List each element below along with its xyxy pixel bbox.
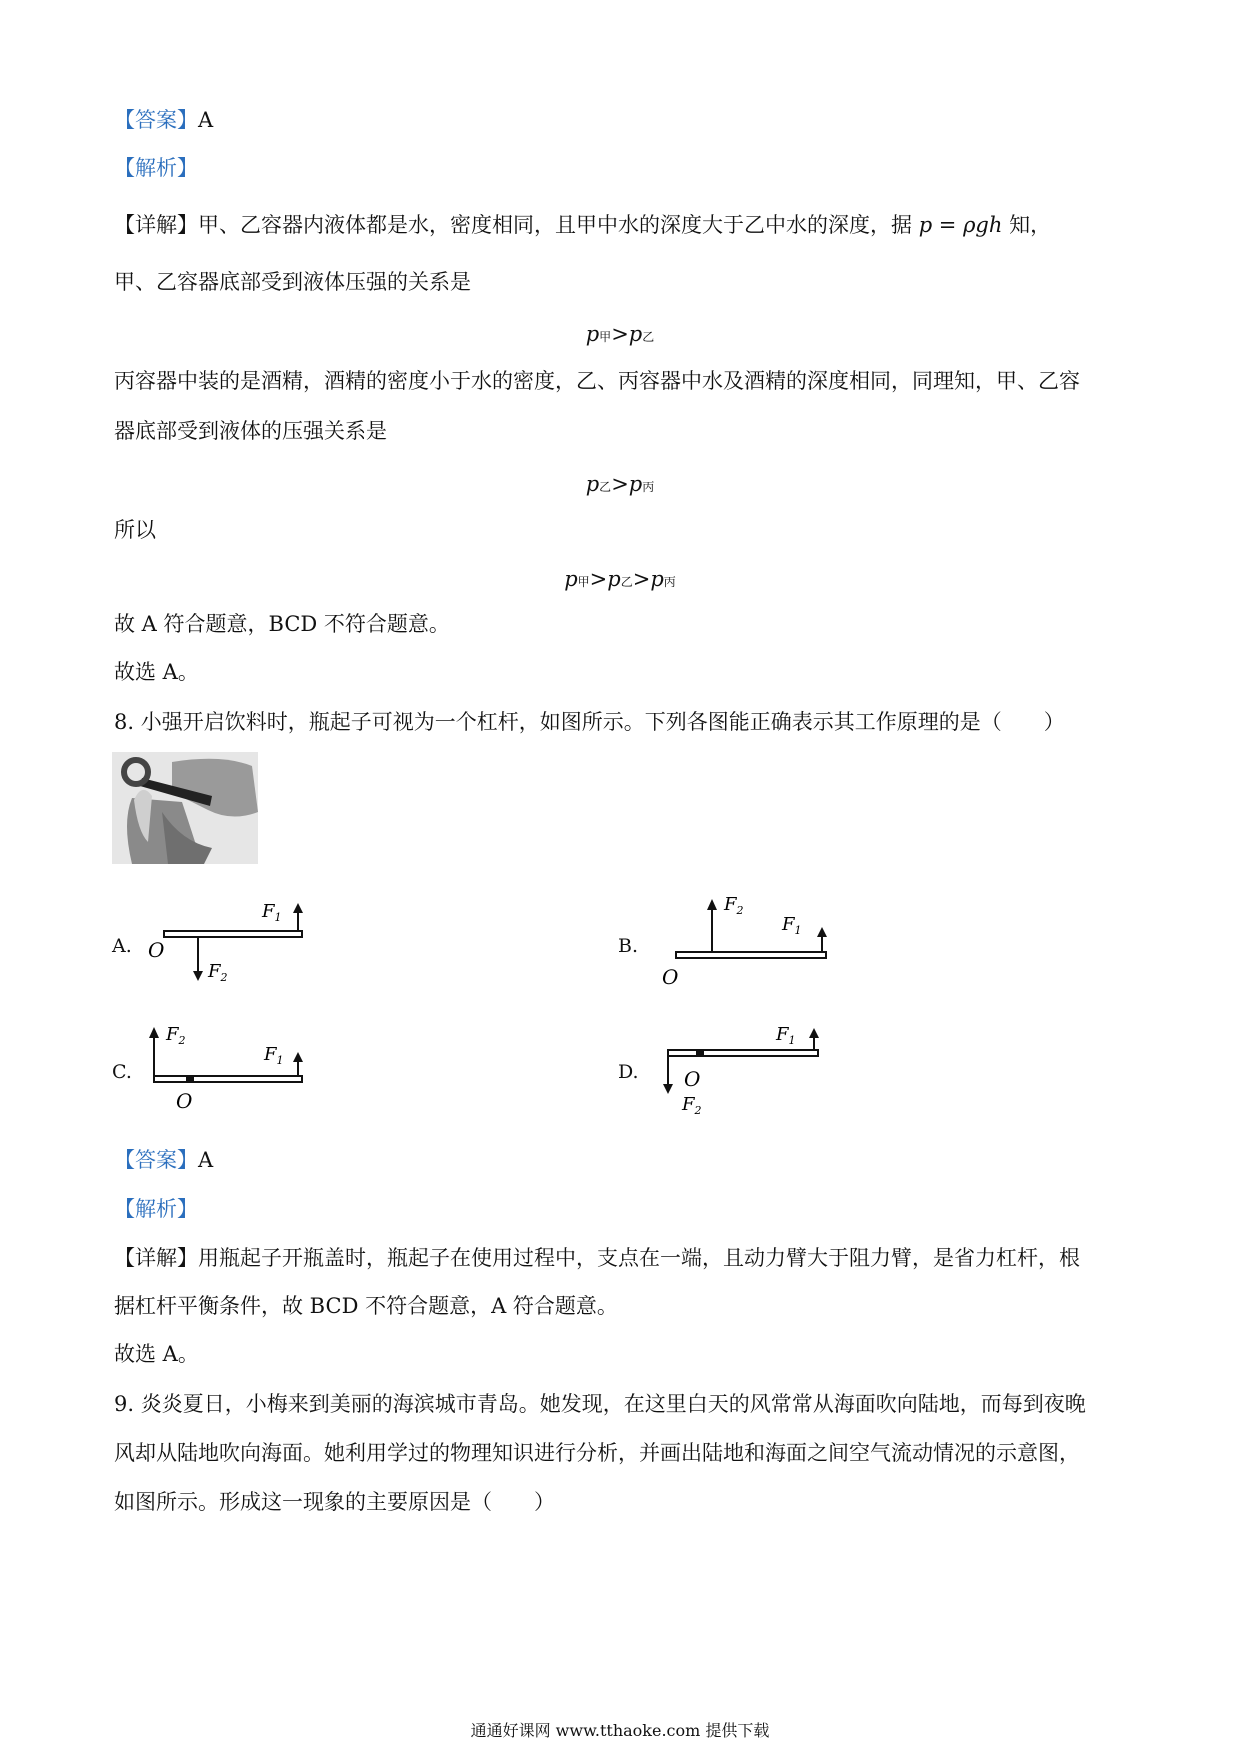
- option-d-fulcrum: O: [684, 1067, 701, 1091]
- option-c-f1: $F_1$: [264, 1044, 284, 1067]
- option-d-f1: $F_1$: [776, 1024, 796, 1047]
- question-9-line-3: 如图所示。形成这一现象的主要原因是（ ）: [114, 1490, 555, 1514]
- answer-line-2: [114, 1146, 213, 1174]
- option-d-label: D.: [618, 1061, 639, 1083]
- detail-line-6: 故 A 符合题意，BCD 不符合题意。: [114, 612, 450, 636]
- analysis-line-1: [114, 154, 198, 182]
- detail-tag: 【详解】: [114, 213, 198, 237]
- detail-line-3: 丙容器中装的是酒精，酒精的密度小于水的密度，乙、丙容器中水及酒精的深度相同，同理知，甲、乙容: [114, 369, 1080, 393]
- equation-1: p甲>p乙: [585, 322, 655, 346]
- option-d-diagram: [656, 1018, 846, 1124]
- option-c-f2: $F_2$: [166, 1024, 186, 1047]
- detail2-tag: 【详解】: [114, 1246, 198, 1270]
- option-b-f2: $F_2$: [724, 894, 744, 917]
- pressure-formula: p = ρgh: [918, 213, 1003, 237]
- detail-line-1: [114, 211, 1051, 239]
- detail-line-5: 所以: [114, 518, 156, 542]
- option-c-label: C.: [112, 1061, 132, 1083]
- detail2-line-1: 【详解】用瓶起子开瓶盖时，瓶起子在使用过程中，支点在一端，且动力臂大于阻力臂，是省力杠杆，根: [114, 1246, 1080, 1270]
- detail-line-2: 甲、乙容器底部受到液体压强的关系是: [114, 270, 471, 294]
- detail2-line-2: 据杠杆平衡条件，故 BCD 不符合题意，A 符合题意。: [114, 1294, 618, 1318]
- option-a-label: A.: [112, 935, 132, 957]
- footer-credit: 通通好课网 www.tthaoke.com 提供下载: [470, 1721, 770, 1740]
- answer-tag-2: 【答案】: [114, 1148, 198, 1172]
- option-b-fulcrum: O: [662, 965, 679, 989]
- option-b-f1: $F_1$: [782, 914, 802, 937]
- option-c-diagram: [140, 1022, 320, 1122]
- equation-3: p甲>p乙>p丙: [564, 567, 676, 591]
- question-9-line-2: 风却从陆地吹向海面。她利用学过的物理知识进行分析，并画出陆地和海面之间空气流动情况的示意图，: [114, 1441, 1080, 1465]
- detail2-line-3: 故选 A。: [114, 1342, 199, 1366]
- answer-value-2: A: [198, 1148, 214, 1172]
- option-b-label: B.: [618, 935, 639, 957]
- option-a-fulcrum: O: [148, 938, 165, 962]
- option-a-f2: $F_2$: [208, 961, 228, 984]
- question-8-text: 8. 小强开启饮料时，瓶起子可视为一个杠杆，如图所示。下列各图能正确表示其工作原理的是（ ）: [114, 710, 1065, 734]
- bottle-opener-photo: [112, 752, 258, 864]
- answer-tag: 【答案】: [114, 108, 198, 132]
- option-c-fulcrum: O: [176, 1089, 193, 1113]
- analysis-tag: 【解析】: [114, 156, 198, 180]
- analysis-line-2: [114, 1195, 198, 1223]
- equation-2: p乙>p丙: [585, 472, 655, 496]
- detail-line-4: 器底部受到液体的压强关系是: [114, 419, 387, 443]
- detail-text: 甲、乙容器内液体都是水，密度相同，且甲中水的深度大于乙中水的深度，据: [198, 213, 912, 237]
- option-d-f2: $F_2$: [682, 1094, 702, 1117]
- answer-value: A: [198, 108, 214, 132]
- option-a-diagram: [140, 893, 320, 993]
- option-b-diagram: [656, 890, 846, 995]
- detail-text-end: 知，: [1002, 213, 1052, 237]
- option-a-f1: $F_1$: [262, 901, 282, 924]
- analysis-tag-2: 【解析】: [114, 1197, 198, 1221]
- detail-line-7: 故选 A。: [114, 660, 199, 684]
- answer-line-1: [114, 106, 213, 134]
- question-9-line-1: 9. 炎炎夏日，小梅来到美丽的海滨城市青岛。她发现，在这里白天的风常常从海面吹向陆地，而每到夜晚: [114, 1392, 1086, 1416]
